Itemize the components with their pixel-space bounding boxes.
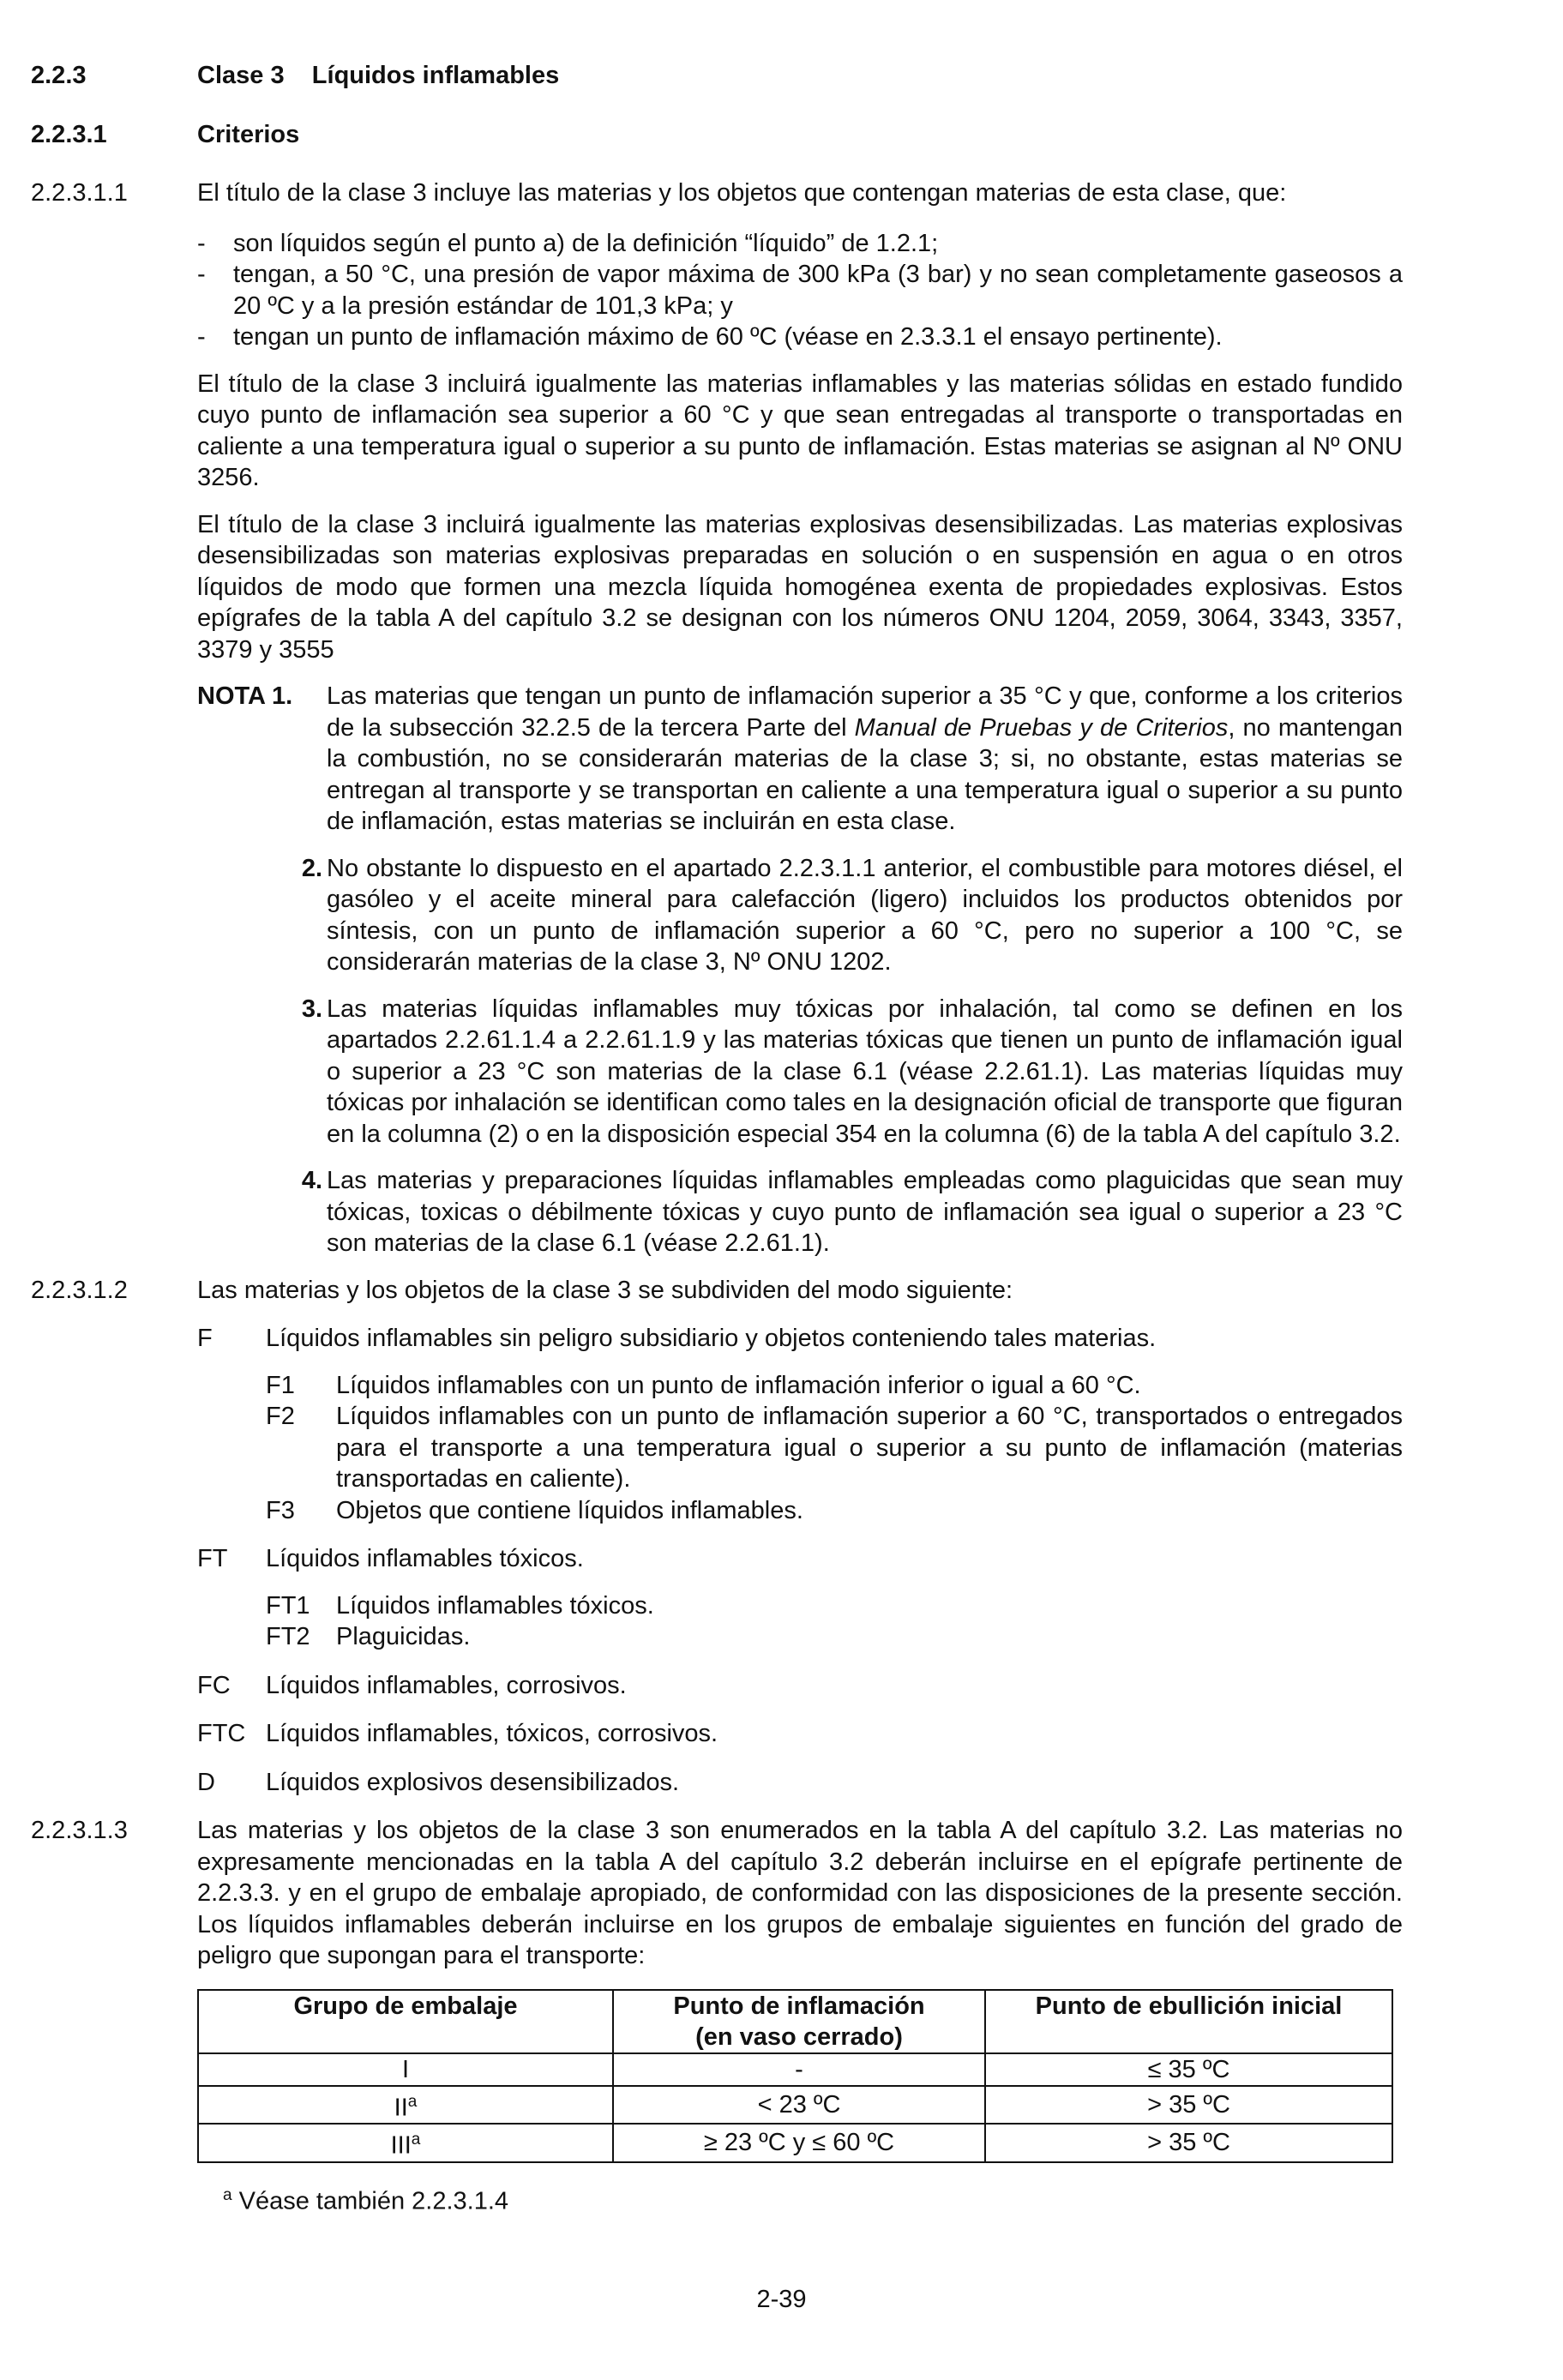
classification-code-F3 (266, 1495, 1403, 1527)
classification-text: Líquidos inflamables tóxicos. (266, 1545, 584, 1572)
classification-code-F2 (266, 1401, 1403, 1495)
classification-code-D (197, 1767, 1403, 1799)
classification-code: FT1 (266, 1591, 310, 1620)
list-item (197, 228, 1403, 260)
classification-code-FC (197, 1670, 1403, 1702)
paragraph-text: El título de la clase 3 incluirá igualmente las materias inflamables y las materias sólidas en estado fundido cuyo punto de inflamación sea superior a 60 °C y que sean entregadas al transporte o transportadas en caliente a una temperatura igual o superior a su punto de inflamación. Estas materias se asignan al Nº ONU 3256. (197, 370, 1403, 491)
classification-code: F3 (266, 1496, 295, 1524)
list-item (197, 259, 1403, 322)
group-label: II (394, 2094, 408, 2122)
classification-code: D (197, 1768, 215, 1796)
footnote-marker: a (407, 2092, 418, 2111)
section-title: Criterios (197, 120, 300, 148)
list-item-text: tengan, a 50 °C, una presión de vapor máxima de 300 kPa (3 bar) y no sean completamente gaseosos a 20 ºC y a la presión estándar de 101,3 kPa; y (233, 261, 1403, 320)
column-header-line: Punto de inflamación (673, 1992, 925, 2020)
classification-code-FTC (197, 1718, 1403, 1750)
column-header (613, 1990, 985, 2053)
paragraph-body (197, 1815, 1403, 2217)
dash-marker: - (197, 229, 206, 257)
note-3 (197, 994, 1403, 1151)
table-row (198, 2053, 1392, 2086)
footnote-text: Véase también 2.2.3.1.4 (231, 2187, 509, 2215)
section-title: Clase 3 Líquidos inflamables (197, 62, 560, 89)
paragraph-body (197, 1275, 1403, 1799)
paragraph-number: 2.2.3.1.1 (31, 179, 128, 207)
paragraph-2-2-3-1-1 (31, 177, 1403, 1259)
classification-text: Plaguicidas. (336, 1623, 471, 1650)
classification-code: FT2 (266, 1623, 310, 1650)
note-label: 2. (301, 854, 322, 882)
footnote-marker: a (411, 2131, 421, 2149)
section-number: 2.2.3 (31, 62, 87, 89)
note-1 (197, 681, 1403, 838)
column-header: Grupo de embalaje (198, 1990, 613, 2053)
table-cell: I (198, 2053, 613, 2086)
note-text: Las materias y preparaciones líquidas inflamables empleadas como plaguicidas que sean muy tóxicas, toxicas o débilmente tóxicas y cuyo punto de inflamación sea igual o superior a 23 °C son materias de la clase 6.1 (véase 2.2.61.1). (327, 1167, 1403, 1257)
note-text-part: , no mantengan la combustión, no se considerarán materias de la clase 3; si, no obstante, estas materias se entregan al transporte y se transportan en caliente a una temperatura igual o superior a su punto de inflamación, estas materias se incluirán en esta clase. (327, 713, 1403, 835)
paragraph-intro: Las materias y los objetos de la clase 3 se subdividen del modo siguiente: (197, 1276, 1013, 1304)
paragraph-text: El título de la clase 3 incluirá igualmente las materias explosivas desensibilizadas. Las materias explosivas desensibilizadas son materias explosivas preparadas en solución o en suspensión en agua o en otros líquidos de modo que formen una mezcla líquida homogénea exenta de propiedades explosivas. Estos epígrafes de la tabla A del capítulo 3.2 se designan con los números ONU 1204, 2059, 3064, 3343, 3357, 3379 y 3555 (197, 510, 1403, 664)
paragraph-number: 2.2.3.1.3 (31, 1817, 128, 1844)
classification-code: FT (197, 1545, 228, 1572)
classification-code: F2 (266, 1403, 295, 1430)
paragraph-text: Las materias y los objetos de la clase 3 son enumerados en la tabla A del capítulo 3.2. Las materias no expresamente mencionadas en la tabla A del capítulo 3.2 deberán incluirse en el epígrafe pertinente de 2.2.3.3. y en el grupo de embalaje apropiado, de conformidad con las disposiciones de la presente sección. Los líquidos inflamables deberán incluirse en los grupos de embalaje siguientes en función del grado de peligro que supongan para el transporte: (197, 1817, 1403, 1969)
table-cell: > 35 ºC (985, 2086, 1392, 2125)
table-cell (198, 2086, 613, 2125)
classification-text: Líquidos inflamables, corrosivos. (266, 1671, 627, 1699)
classification-code-F (197, 1323, 1403, 1355)
table-row (198, 2086, 1392, 2125)
paragraph-intro: El título de la clase 3 incluye las materias y los objetos que contengan materias de esta clase, que: (197, 179, 1287, 207)
list-item-text: tengan un punto de inflamación máximo de 60 ºC (véase en 2.3.3.1 el ensayo pertinente). (233, 323, 1223, 351)
manual-title: Manual de Pruebas y de Criterios (854, 713, 1229, 742)
section-heading-2-2-3-1 (31, 119, 1403, 151)
dash-marker: - (197, 261, 206, 288)
classification-code-FT (197, 1543, 1403, 1575)
classification-text: Líquidos inflamables con un punto de inflamación inferior o igual a 60 °C. (336, 1371, 1141, 1399)
classification-code: F (197, 1325, 213, 1352)
paragraph-2-2-3-1-2 (31, 1275, 1403, 1799)
classification-text: Líquidos inflamables, tóxicos, corrosivos. (266, 1720, 718, 1747)
paragraph-body (197, 177, 1403, 1259)
document-page (31, 60, 1403, 2217)
paragraph-number: 2.2.3.1.2 (31, 1276, 128, 1304)
table-cell: ≤ 35 ºC (985, 2053, 1392, 2086)
table-footnote (223, 2180, 1403, 2217)
dash-marker: - (197, 323, 206, 351)
table-cell: ≥ 23 ºC y ≤ 60 ºC (613, 2124, 985, 2162)
table-row (198, 2124, 1392, 2162)
section-heading-2-2-3 (31, 60, 1403, 92)
table-cell: > 35 ºC (985, 2124, 1392, 2162)
note-text (327, 681, 1403, 838)
section-number: 2.2.3.1 (31, 120, 107, 148)
footnote-marker: a (223, 2185, 232, 2204)
list-item (197, 322, 1403, 353)
note-2 (197, 853, 1403, 978)
note-label: 4. (301, 1167, 322, 1194)
note-text: Las materias líquidas inflamables muy tóxicas por inhalación, tal como se definen en los apartados 2.2.61.1.4 a 2.2.61.1.9 y las materias tóxicas que tienen un punto de inflamación igual o superior a 23 °C son materias de la clase 6.1 (véase 2.2.61.1). Las materias líquidas muy tóxicas por inhalación se identifican como tales en la designación oficial de transporte que figuran en la columna (2) o en la disposición especial 354 en la columna (6) de la tabla A del capítulo 3.2. (327, 995, 1403, 1148)
classification-code: FC (197, 1671, 231, 1699)
column-header-line: (en vaso cerrado) (695, 2022, 903, 2051)
subcode-group-F (197, 1370, 1403, 1527)
note-text: No obstante lo dispuesto en el apartado 2.2.3.1.1 anterior, el combustible para motores diésel, el gasóleo y el aceite mineral para calefacción (ligero) incluidos los productos obtenidos por síntesis, con un punto de inflamación superior a 60 °C, pero no superior a 100 °C, se considerarán materias de la clase 3, Nº ONU 1202. (327, 854, 1403, 976)
classification-text: Líquidos inflamables tóxicos. (336, 1591, 654, 1620)
classification-text: Objetos que contiene líquidos inflamables. (336, 1496, 803, 1524)
table-cell (198, 2124, 613, 2162)
classification-code-FT2 (266, 1621, 1403, 1653)
paragraph-2-2-3-1-3 (31, 1815, 1403, 2217)
classification-code-FT1 (266, 1590, 1403, 1622)
subcode-group-FT (197, 1590, 1403, 1653)
note-4 (197, 1165, 1403, 1259)
packing-group-table (197, 1989, 1393, 2163)
classification-code: FTC (197, 1720, 246, 1747)
table-header-row (198, 1990, 1392, 2053)
table-cell: - (613, 2053, 985, 2086)
list-item-text: son líquidos según el punto a) de la definición “líquido” de 1.2.1; (233, 229, 939, 257)
note-label: NOTA 1. (197, 682, 293, 710)
classification-text: Líquidos inflamables con un punto de inflamación superior a 60 °C, transportados o entregados para el transporte a una temperatura igual o superior a su punto de inflamación (materias transportadas en caliente). (336, 1403, 1403, 1493)
table-cell: < 23 ºC (613, 2086, 985, 2125)
classification-code: F1 (266, 1371, 295, 1399)
classification-code-F1 (266, 1370, 1403, 1402)
note-text-part: Las materias que tengan un punto de inflamación superior a 35 °C y que, conforme a los criterios de la subsección 32.2.5 de la tercera Parte del (327, 682, 1403, 742)
column-header: Punto de ebullición inicial (985, 1990, 1392, 2053)
classification-text: Líquidos inflamables sin peligro subsidiario y objetos conteniendo tales materias. (266, 1325, 1157, 1352)
group-label: III (390, 2131, 412, 2160)
note-label: 3. (301, 995, 322, 1023)
page-number: 2-39 (756, 2286, 807, 2313)
criteria-list (197, 228, 1403, 353)
classification-text: Líquidos explosivos desensibilizados. (266, 1768, 680, 1796)
